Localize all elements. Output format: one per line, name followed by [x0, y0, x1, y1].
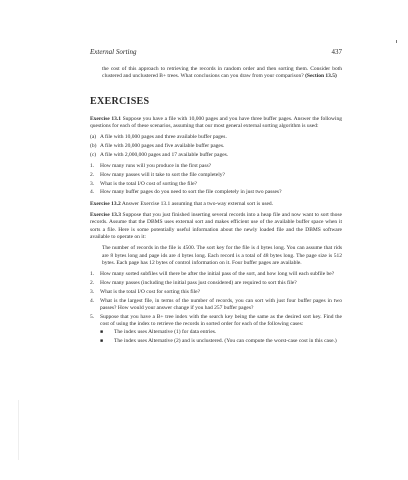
intro-section-ref: (Section 13.5): [305, 73, 337, 80]
list-item: (c) A file with 2,000,000 pages and 17 available buffer pages.: [90, 151, 229, 158]
intro-text: the cost of this approach to retrieving the records in random order and then sorting them. Consider both clustered and unclustered B+ trees. What conclusions can you draw from your comparison?: [102, 66, 342, 80]
exercise-label: Exercise 13.3: [90, 212, 121, 219]
bullet-square-icon: ■: [100, 339, 104, 345]
exercise-text: Suppose that you just finished inserting several records into a heap file and now want to sort those records. Assume that the DBMS uses external sort and makes efficient use of the available buffer space when it sorts a file. Here is some potentially useful information about the newly loaded file and the DBMS software available to operate on it:: [90, 212, 342, 240]
exercise-13-2: [90, 201, 342, 208]
running-header-title: External Sorting: [90, 48, 137, 56]
section-heading: EXERCISES: [90, 95, 150, 107]
page-body: [90, 66, 342, 351]
list-item: 2. How many passes will it take to sort the file completely?: [90, 171, 225, 178]
list-item: 2. How many passes (including the initial pass just considered) are required to sort this file?: [90, 279, 297, 286]
exercise-text: Suppose you have a file with 10,000 pages and you have three buffer pages. Answer the following questions for each of these scenarios, assuming that our most general external sorting algorithm is used:: [90, 115, 343, 129]
bullet-item: ■ The index uses Alternative (1) for data entries.: [100, 329, 217, 336]
exercise-label: Exercise 13.2: [90, 200, 121, 207]
list-item: 1. How many sorted subfiles will there be after the initial pass of the sort, and how long will each subfile be?: [90, 271, 335, 278]
intro-continuation: [102, 66, 342, 81]
page-number: 437: [331, 48, 342, 56]
question-text: Suppose that you have a B+ tree index with the search key being the same as the desired sort key. Find the cost of using the index to retrieve the records in sorted order for each of the following cases:: [100, 313, 342, 327]
list-item: 4. How many buffer pages do you need to sort the file completely in just two passes?: [90, 189, 282, 196]
bullet-item: ■ The index uses Alternative (2) and is unclustered. (You can compute the worst-case cost in this case.): [100, 338, 337, 345]
exercise-13-1: [90, 116, 342, 131]
question-list: [90, 271, 342, 347]
list-item: (b) A file with 20,000 pages and five available buffer pages.: [90, 142, 225, 149]
list-item: 1. How many runs will you produce in the first pass?: [90, 163, 212, 170]
running-header: [90, 48, 342, 56]
list-item: (a) A file with 10,000 pages and three available buffer pages.: [90, 134, 227, 141]
exercise-13-3: [90, 212, 342, 241]
bullet-list: [100, 329, 342, 345]
scan-margin-shadow: [18, 400, 19, 460]
question-list: [90, 163, 342, 197]
exercise-label: Exercise 13.1: [90, 115, 121, 122]
scenario-list: [90, 134, 342, 159]
list-item: 5. Suppose that you have a B+ tree index with the search key being the same as the desired sort key. Find the cost of using the index to retrieve the records in sorted order for each of the following cases: ■ The index uses Alternative (1) for data entries. ■ The index uses Alternative (2) and is unclustered. (You can compute the worst-case cost in this case.): [90, 313, 342, 345]
exercise-text: Answer Exercise 13.1 assuming that a two-way external sort is used.: [121, 200, 274, 207]
list-item: 4. What is the largest file, in terms of the number of records, you can sort with just four buffer pages in two passes? How would your answer change if you had 257 buffer pages?: [90, 297, 342, 311]
list-item: 3. What is the total I/O cost of sorting the file?: [90, 180, 197, 187]
file-info-block: The number of records in the file is 4500. The sort key for the file is 4 bytes long. You can assume that rids are 8 bytes long and page ids are 4 bytes long. Each record is a total of 48 bytes long. The page size is 512 bytes. Each page has 12 bytes of control information on it. Four buffer pages are available.: [102, 245, 342, 266]
list-item: 3. What is the total I/O cost for sorting this file?: [90, 288, 201, 295]
page-edge-mark: [396, 40, 397, 43]
bullet-square-icon: ■: [100, 330, 104, 336]
